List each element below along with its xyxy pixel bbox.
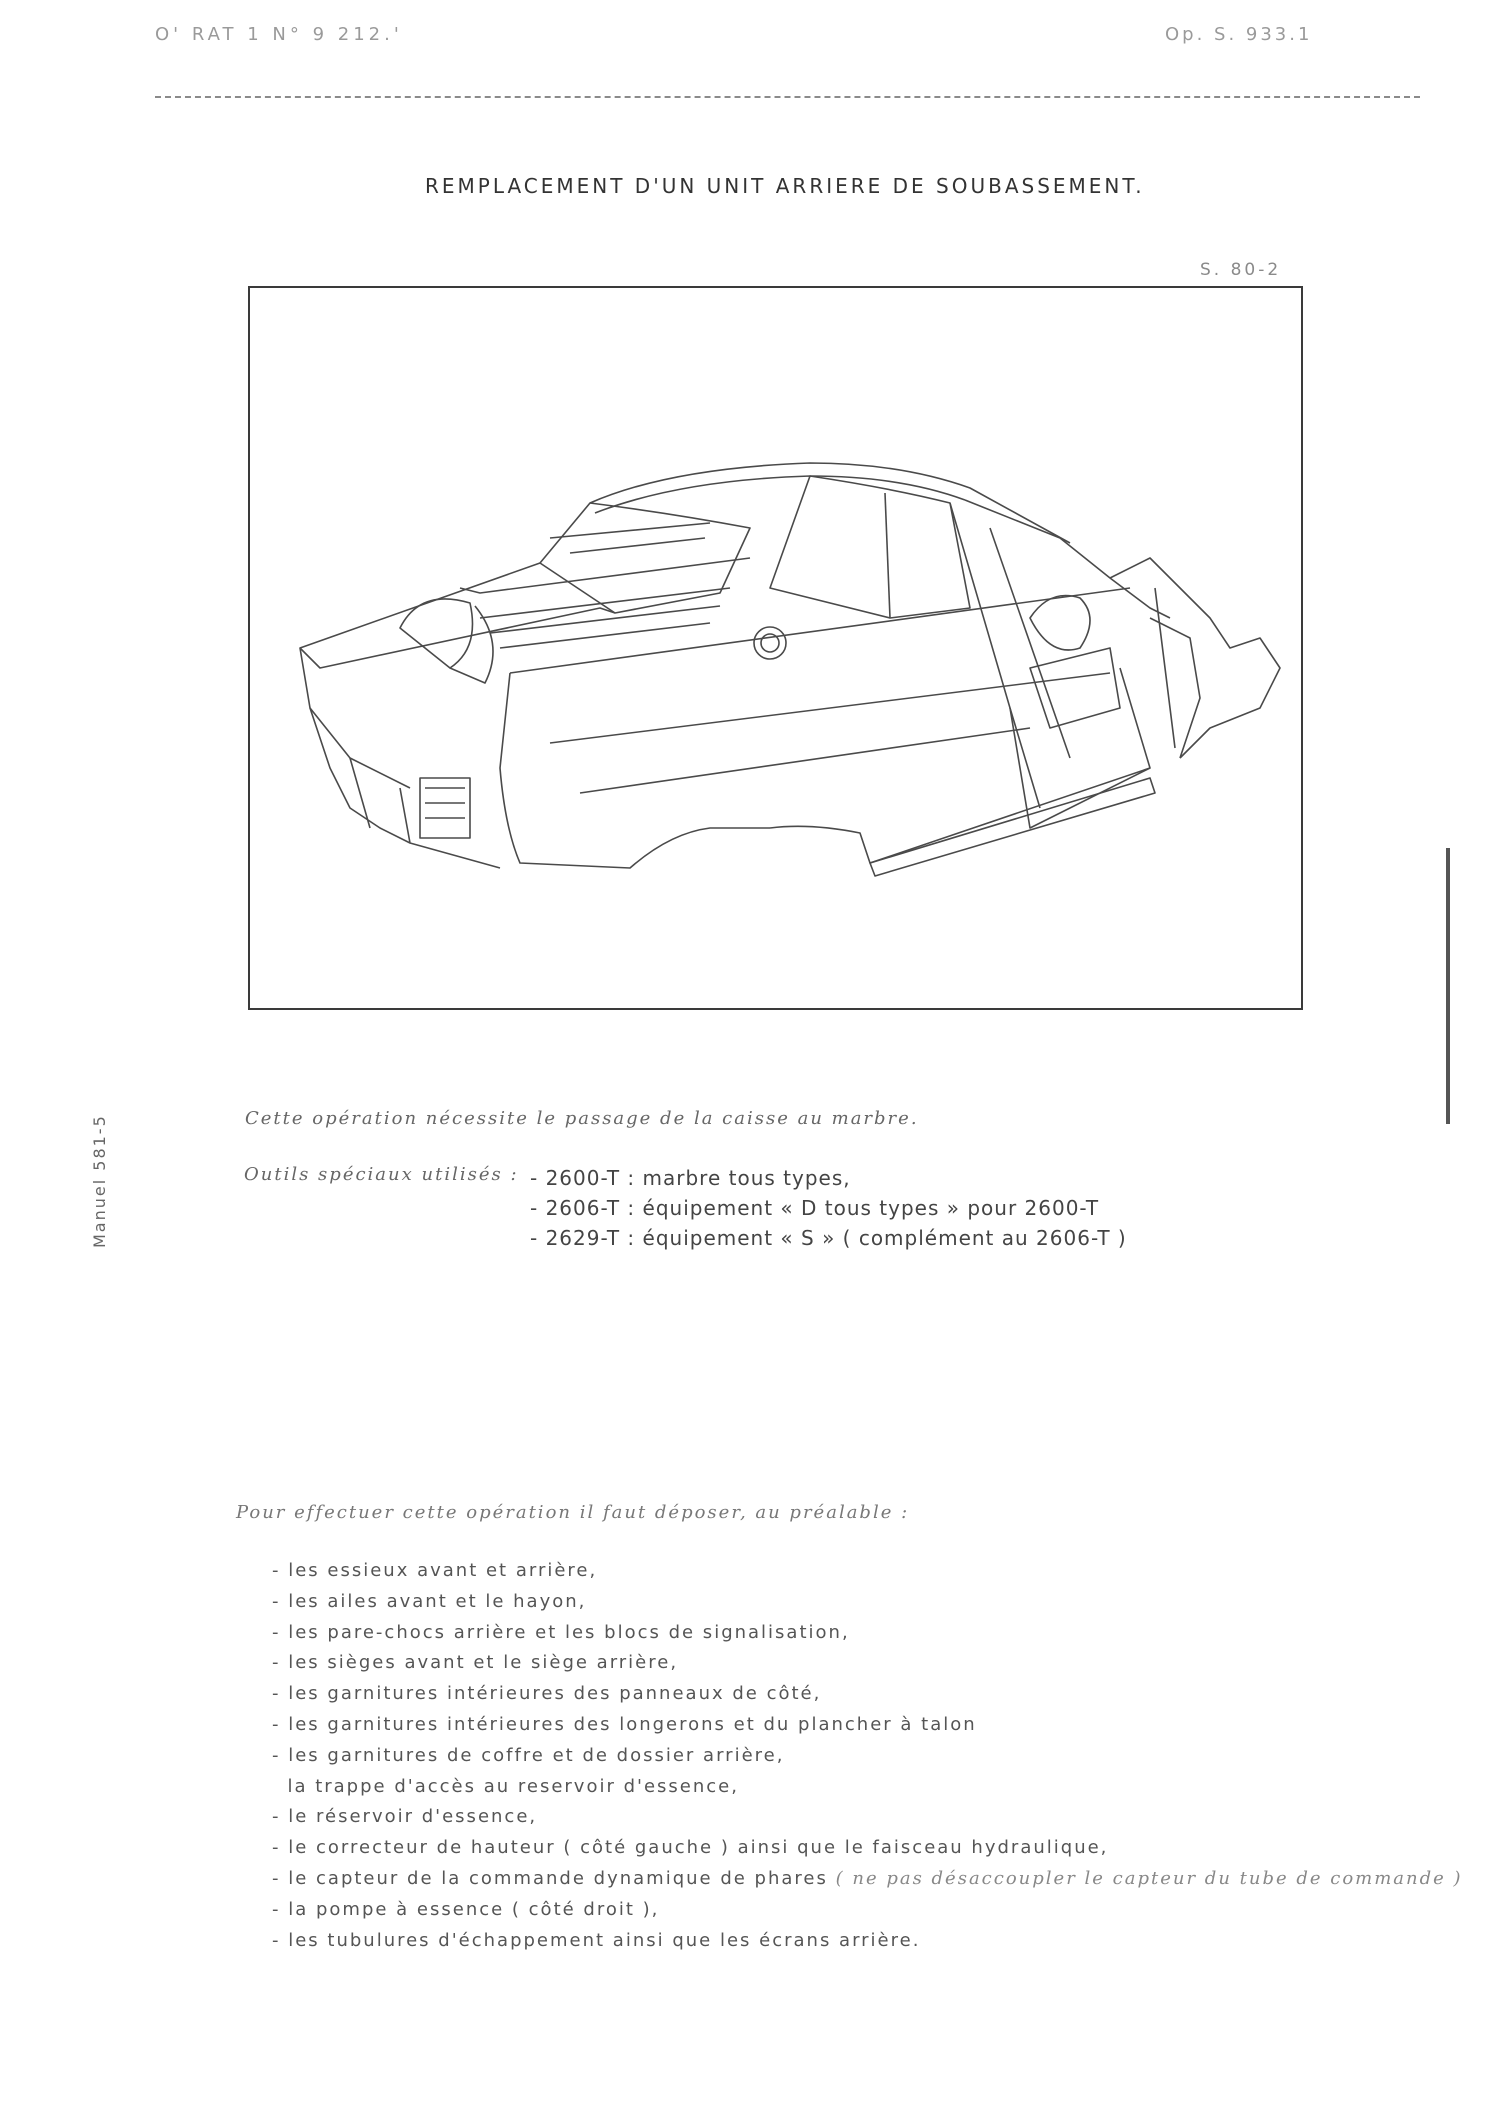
list-item: - les garnitures intérieures des longerons et du plancher à talon [272, 1713, 977, 1735]
list-item-note: ( ne pas désaccoupler le capteur du tube de commande ) [835, 1867, 1463, 1889]
prerequisite-list [272, 1560, 1463, 1960]
list-item: la trappe d'accès au reservoir d'essence, [272, 1775, 739, 1797]
list-item: - les tubulures d'échappement ainsi que les écrans arrière. [272, 1929, 921, 1951]
operation-note: Cette opération nécessite le passage de la caisse au marbre. [245, 1108, 919, 1129]
list-item: - le réservoir d'essence, [272, 1806, 538, 1828]
tool-item: - 2606-T : équipement « D tous types » pour 2600-T [530, 1196, 1100, 1220]
tool-item: - 2600-T : marbre tous types, [530, 1166, 851, 1190]
header-divider [155, 96, 1420, 98]
list-item: - le correcteur de hauteur ( côté gauche ) ainsi que le faisceau hydraulique, [272, 1837, 1109, 1859]
margin-bar [1446, 848, 1450, 1124]
list-item: - les ailes avant et le hayon, [272, 1590, 587, 1612]
car-body-illustration [248, 286, 1303, 1010]
list-item: - les garnitures intérieures des panneaux de côté, [272, 1683, 822, 1705]
tool-item: - 2629-T : équipement « S » ( complément au 2606-T ) [530, 1226, 1127, 1250]
prerequisites-intro: Pour effectuer cette opération il faut déposer, au préalable : [236, 1502, 910, 1523]
list-item: - les garnitures de coffre et de dossier arrière, [272, 1744, 785, 1766]
operation-number: Op. S. 933.1 [1165, 24, 1313, 45]
list-item: - les pare-chocs arrière et les blocs de signalisation, [272, 1621, 850, 1643]
figure-reference: S. 80-2 [1200, 260, 1282, 280]
header-reference: O' RAT 1 N° 9 212.' [155, 24, 403, 45]
manual-reference: Manuel 581-5 [90, 1114, 109, 1248]
list-item: - la pompe à essence ( côté droit ), [272, 1898, 660, 1920]
list-item: - les essieux avant et arrière, [272, 1560, 598, 1581]
car-body-drawing [250, 288, 1301, 1008]
page-title: REMPLACEMENT D'UN UNIT ARRIERE DE SOUBASSEMENT. [425, 174, 1145, 198]
tools-lead: Outils spéciaux utilisés : [244, 1164, 519, 1185]
list-item: - le capteur de la commande dynamique de phares ( ne pas désaccoupler le capteur du tube de commande ) [272, 1867, 1463, 1889]
list-item: - les sièges avant et le siège arrière, [272, 1652, 679, 1674]
